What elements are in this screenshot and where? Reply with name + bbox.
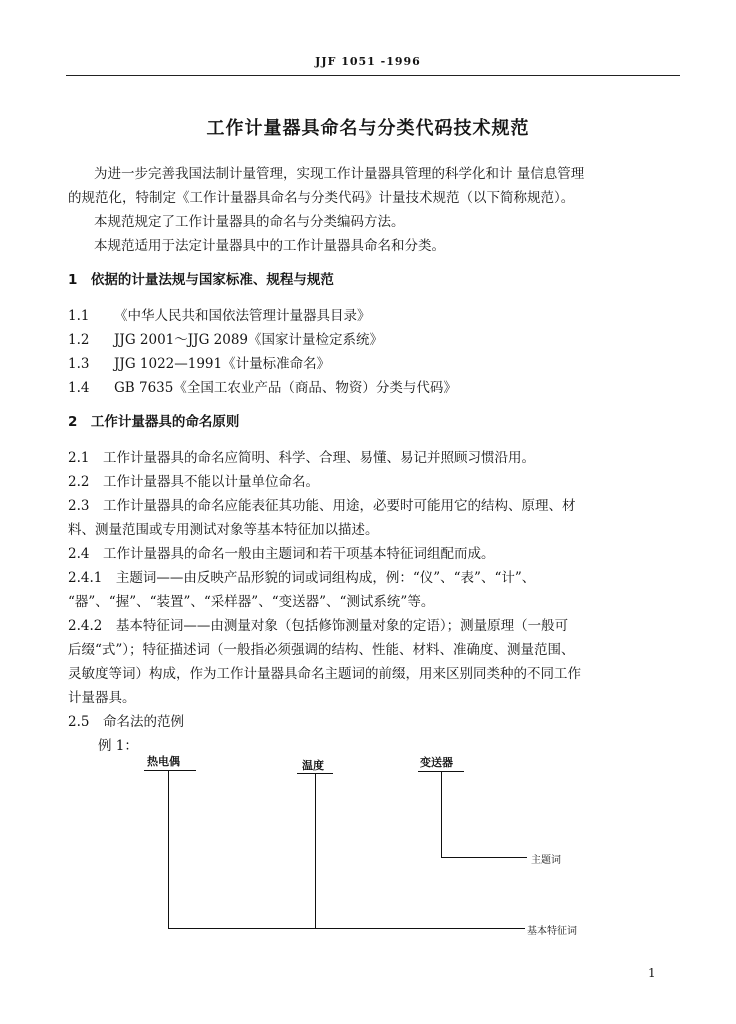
clause-2-3-line-1: 2.3 工作计量器具的命名应能表征其功能、用途，必要时可能用它的结构、原理、材 <box>68 498 576 514</box>
clause-2-3-line-2: 料、测量范围或专用测试对象等基本特征加以描述。 <box>68 522 379 538</box>
reference-number: 1.4 <box>68 380 90 396</box>
reference-number: 1.3 <box>68 356 90 372</box>
clause-2-4-2-line-2: 后缀“式”）；特征描述词（一般指必须强调的结构、性能、材料、准确度、测量范围、 <box>68 642 575 658</box>
clause-2-2: 2.2 工作计量器具不能以计量单位命名。 <box>68 474 319 490</box>
clause-2-4: 2.4 工作计量器具的命名一般由主题词和若干项基本特征词组配而成。 <box>68 546 495 562</box>
connector-subject-horizontal <box>441 857 527 858</box>
connector-subject-vertical <box>441 771 442 858</box>
reference-item <box>68 304 371 324</box>
intro-paragraph-1-line-2: 的规范化，特制定《工作计量器具命名与分类代码》计量技术规范（以下简称规范）。 <box>68 190 575 206</box>
diagram-word-thermocouple: 热电偶 <box>147 755 180 768</box>
clause-2-4-1-line-1: 2.4.1 主题词——由反映产品形貌的词或词组构成，例：“仪”、“表”、“计”、 <box>68 570 536 586</box>
header-rule <box>66 75 680 76</box>
reference-text: 《中华人民共和国依法管理计量器具目录》 <box>114 308 371 324</box>
label-feature-words: 基本特征词 <box>527 926 577 937</box>
page-number: 1 <box>648 966 656 980</box>
reference-number: 1.1 <box>68 308 90 324</box>
reference-text: JJG 2001～JJG 2089《国家计量检定系统》 <box>114 332 384 348</box>
intro-paragraph-2: 本规范规定了工作计量器具的命名与分类编码方法。 <box>94 214 405 230</box>
section-2-heading: 2 工作计量器具的命名原则 <box>68 414 240 430</box>
example-label: 例 1： <box>98 738 138 754</box>
clause-2-5: 2.5 命名法的范例 <box>68 714 184 730</box>
clause-2-4-1-line-2: “器”、“握”、“装置”、“采样器”、“变送器”、“测试系统”等。 <box>68 594 435 610</box>
reference-number: 1.2 <box>68 332 90 348</box>
label-subject-word: 主题词 <box>531 855 561 866</box>
clause-2-4-2-line-1: 2.4.2 基本特征词——由测量对象（包括修饰测量对象的定语）；测量原理（一般可 <box>68 618 569 634</box>
clause-2-4-2-line-3: 灵敏度等词）构成，作为工作计量器具命名主题词的前缀，用来区别同类种的不同工作 <box>68 666 581 682</box>
underline-word-1 <box>144 770 196 771</box>
reference-item <box>68 376 457 396</box>
diagram-word-transmitter: 变送器 <box>420 756 453 769</box>
reference-text: JJG 1022—1991《计量标准命名》 <box>114 356 331 372</box>
intro-paragraph-1-line-1: 为进一步完善我国法制计量管理，实现工作计量器具管理的科学化和计 ​量信息管理 <box>94 166 585 182</box>
clause-2-4-2-line-4: 计量器具。 <box>68 690 136 706</box>
diagram-word-temperature: 温度 <box>302 759 324 772</box>
reference-text: GB 7635《全国工农业产品（商品、物资）分类与代码》 <box>114 380 457 396</box>
intro-paragraph-3: 本规范适用于法定计量器具中的工作计量器具命名和分类。 <box>94 238 445 254</box>
document-code-header: JJF 1051 -1996 <box>315 55 421 68</box>
document-title: 工作计量器具命名与分类代码技术规范 <box>206 118 530 139</box>
clause-2-1: 2.1 工作计量器具的命名应简明、科学、合理、易懂、易记并照顾习惯沿用。 <box>68 450 535 466</box>
reference-item <box>68 328 383 348</box>
connector-feature-vertical-1 <box>168 770 169 929</box>
connector-feature-vertical-2 <box>315 773 316 929</box>
connector-feature-horizontal <box>168 928 525 929</box>
reference-item <box>68 352 330 372</box>
section-1-heading: 1 依据的计量法规与国家标准、规程与规范 <box>68 272 334 288</box>
